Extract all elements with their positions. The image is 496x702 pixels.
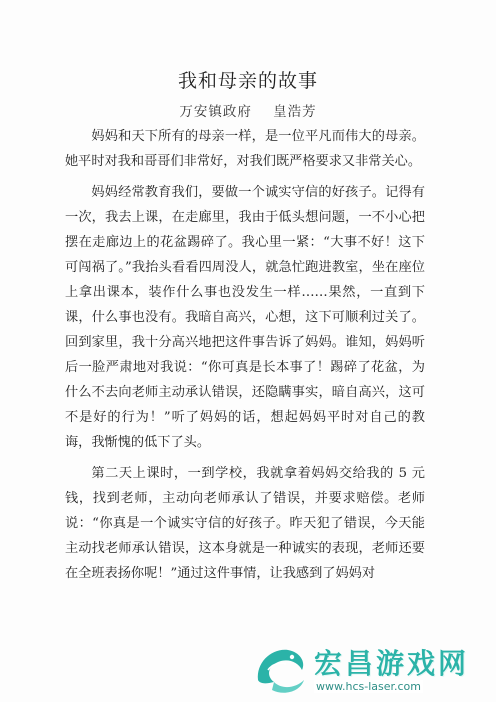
byline-author: 皇浩芳 — [273, 104, 317, 120]
paragraph-1: 妈妈和天下所有的母亲一样，是一位平凡而伟大的母亲。她平时对我和哥哥们非常好，对我们既严格要求又非常关心。 — [65, 129, 425, 169]
paragraph-3: 第二天上课时，一到学校，我就拿着妈妈交给我的 5 元钱，找到老师，主动向老师承认了错误，并要求赔偿。老师说：“你真是一个诚实守信的好孩子。昨天犯了错误，今天能主动找老师承认错误，这本身就是一种诚实的表现，老师还要在全班表扬你呢！”通过这件事情，让我感到了妈妈对 — [65, 466, 425, 581]
dragon-logo-icon — [248, 640, 312, 698]
watermark-site-name: 宏昌游戏网 — [314, 647, 470, 680]
site-watermark — [248, 636, 496, 702]
paragraph-2: 妈妈经常教育我们，要做一个诚实守信的好孩子。记得有一次，我去上课，在走廊里，我由于低头想问题，一不小心把摆在走廊边上的花盆踢碎了。我心里一紧：“大事不好！这下可闯祸了。”我抬头看看四周没人，就急忙跑进教室，坐在座位上拿出课本，装作什么事也没发生一样……果然，一直到下课，什么事也没有。我暗自高兴，心想，这下可顺利过关了。回到家里，我十分高兴地把这件事告诉了妈妈。谁知，妈妈听后一脸严肃地对我说：“你可真是长本事了！踢碎了花盆，为什么不去向老师主动承认错误，还隐瞒事实，暗自高兴，这可不是好的行为！”听了妈妈的话，想起妈妈平时对自己的教诲，我惭愧的低下了头。 — [65, 185, 425, 450]
byline-organization: 万安镇政府 — [179, 104, 252, 120]
document-byline — [0, 100, 496, 120]
watermark-url: www.hcs-laser.com — [316, 680, 421, 693]
document-body — [65, 124, 425, 592]
document-title: 我和母亲的故事 — [177, 70, 318, 92]
